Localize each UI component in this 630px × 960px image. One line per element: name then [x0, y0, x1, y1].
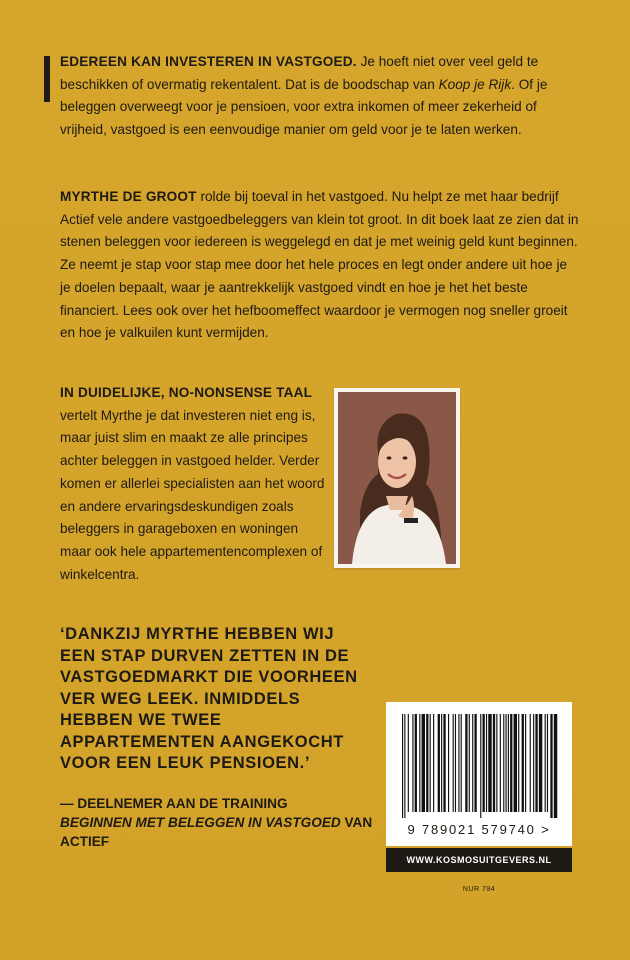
barcode-bar [408, 714, 409, 812]
intro-text-1: Je hoeft niet over veel geld te beschikken of overmatig rekentalent. Dat is de boodschap van [60, 54, 539, 92]
barcode-number: 9 789021 579740 > [407, 822, 551, 837]
barcode-bar [422, 714, 425, 812]
barcode-box [386, 702, 572, 846]
barcode-bar [461, 714, 462, 812]
barcode-bar [522, 714, 524, 812]
barcode-bar [506, 714, 507, 812]
intro-lead: EDEREEN KAN INVESTEREN IN VASTGOED. [60, 54, 357, 69]
barcode-bar [483, 714, 485, 812]
book-title: Koop je Rijk [438, 76, 512, 92]
barcode-bar [493, 714, 495, 812]
intro-text-2: . Of je beleggen overweegt voor je pensioen, voor extra inkomen of meer zekerheid of vrijheid, vastgoed is een eenvoudige manier om geld voor je te laten werken. [60, 76, 548, 138]
barcode-bar [508, 714, 509, 812]
barcode-bar [438, 714, 440, 812]
barcode-bar [510, 714, 512, 812]
barcode-bar [441, 714, 442, 812]
barcode-bar [539, 714, 542, 812]
barcode-bar [535, 714, 537, 812]
barcode-icon [400, 714, 558, 818]
drop-cap-bar [44, 56, 50, 102]
barcode-bar [465, 714, 467, 812]
barcode-bar [419, 714, 420, 812]
publisher-url: WWW.KOSMOSUITGEVERS.NL [386, 848, 572, 872]
barcode-bar [426, 714, 428, 812]
barcode-bar [412, 714, 413, 812]
intro-paragraph [60, 51, 580, 142]
author-portrait-illustration [338, 392, 456, 564]
testimonial-attribution [60, 794, 380, 851]
barcode-bar [455, 714, 456, 812]
nur-code: NUR 794 [462, 886, 496, 893]
barcode-bar [402, 714, 403, 818]
barcode-bar [486, 714, 487, 812]
style-paragraph [60, 382, 330, 586]
barcode-bar [496, 714, 497, 812]
barcode-bar [443, 714, 445, 812]
barcode-bar [530, 714, 531, 812]
barcode-bar [448, 714, 449, 812]
barcode-bar [430, 714, 431, 812]
barcode-bar [474, 714, 476, 812]
author-photo [338, 392, 456, 564]
attribution-line-2: VAN ACTIEF [60, 815, 373, 849]
barcode-bar [433, 714, 434, 812]
barcode-bar [453, 714, 454, 812]
barcode-bar [488, 714, 491, 812]
author-paragraph [60, 186, 580, 345]
testimonial-quote: ‘DANKZIJ MYRTHE HEBBEN WIJ EEN STAP DURVEN ZETTEN IN DE VASTGOEDMARKT DIE VOORHEEN VER WEG LEEK. INMIDDELS HEBBEN WE TWEE APPARTEMENTEN AANGEKOCHT VOOR EEN LEUK PENSIOEN.’ [60, 625, 358, 772]
barcode-bar [472, 714, 473, 812]
barcode-bar [518, 714, 519, 812]
style-text: vertelt Myrthe je dat investeren niet eng is, maar juist slim en maakt ze alle principes achter beleggen in vastgoed helder. Verder komen er allerlei specialisten aan het woord en andere ervaringsdeskundigen zoals beleggers in garageboxen en woningen maar ook hele appartementencomplexen of winkelcentra. [60, 407, 325, 582]
barcode-bar [404, 714, 405, 818]
barcode-bar [554, 714, 557, 818]
barcode-bar [480, 714, 481, 818]
barcode-bar [545, 714, 546, 812]
barcode-bar [550, 714, 552, 818]
barcode-bar [469, 714, 470, 812]
barcode-bar [503, 714, 504, 812]
attribution-line-1: — DEELNEMER AAN DE TRAINING [60, 796, 288, 811]
barcode-bar [547, 714, 548, 812]
author-photo-frame [334, 388, 460, 568]
barcode-bar [458, 714, 459, 812]
training-name: BEGINNEN MET BELEGGEN IN VASTGOED [60, 815, 341, 830]
barcode-bar [500, 714, 501, 812]
author-text: rolde bij toeval in het vastgoed. Nu helpt ze met haar bedrijf Actief vele andere vastgoedbeleggers van klein tot groot. In dit boek laat ze zien dat in stenen beleggen voor iedereen is weggelegd en dat je met weinig geld kunt beginnen. Ze neemt je stap voor stap mee door het hele proces en legt onder andere uit hoe je je doelen bepaalt, waar je aantrekkelijk vastgoed vindt en hoe je het het beste financiert. Lees ook over het hefboomeffect waardoor je vermogen nog sneller groeit en hoe je valkuilen kunt vermijden. [60, 189, 579, 341]
barcode-bar [525, 714, 526, 812]
author-lead: MYRTHE DE GROOT [60, 189, 197, 204]
barcode-bar [533, 714, 534, 812]
barcode-bar [415, 714, 417, 812]
style-lead: IN DUIDELIJKE, NO-NONSENSE TAAL [60, 385, 313, 400]
barcode-bar [514, 714, 517, 812]
